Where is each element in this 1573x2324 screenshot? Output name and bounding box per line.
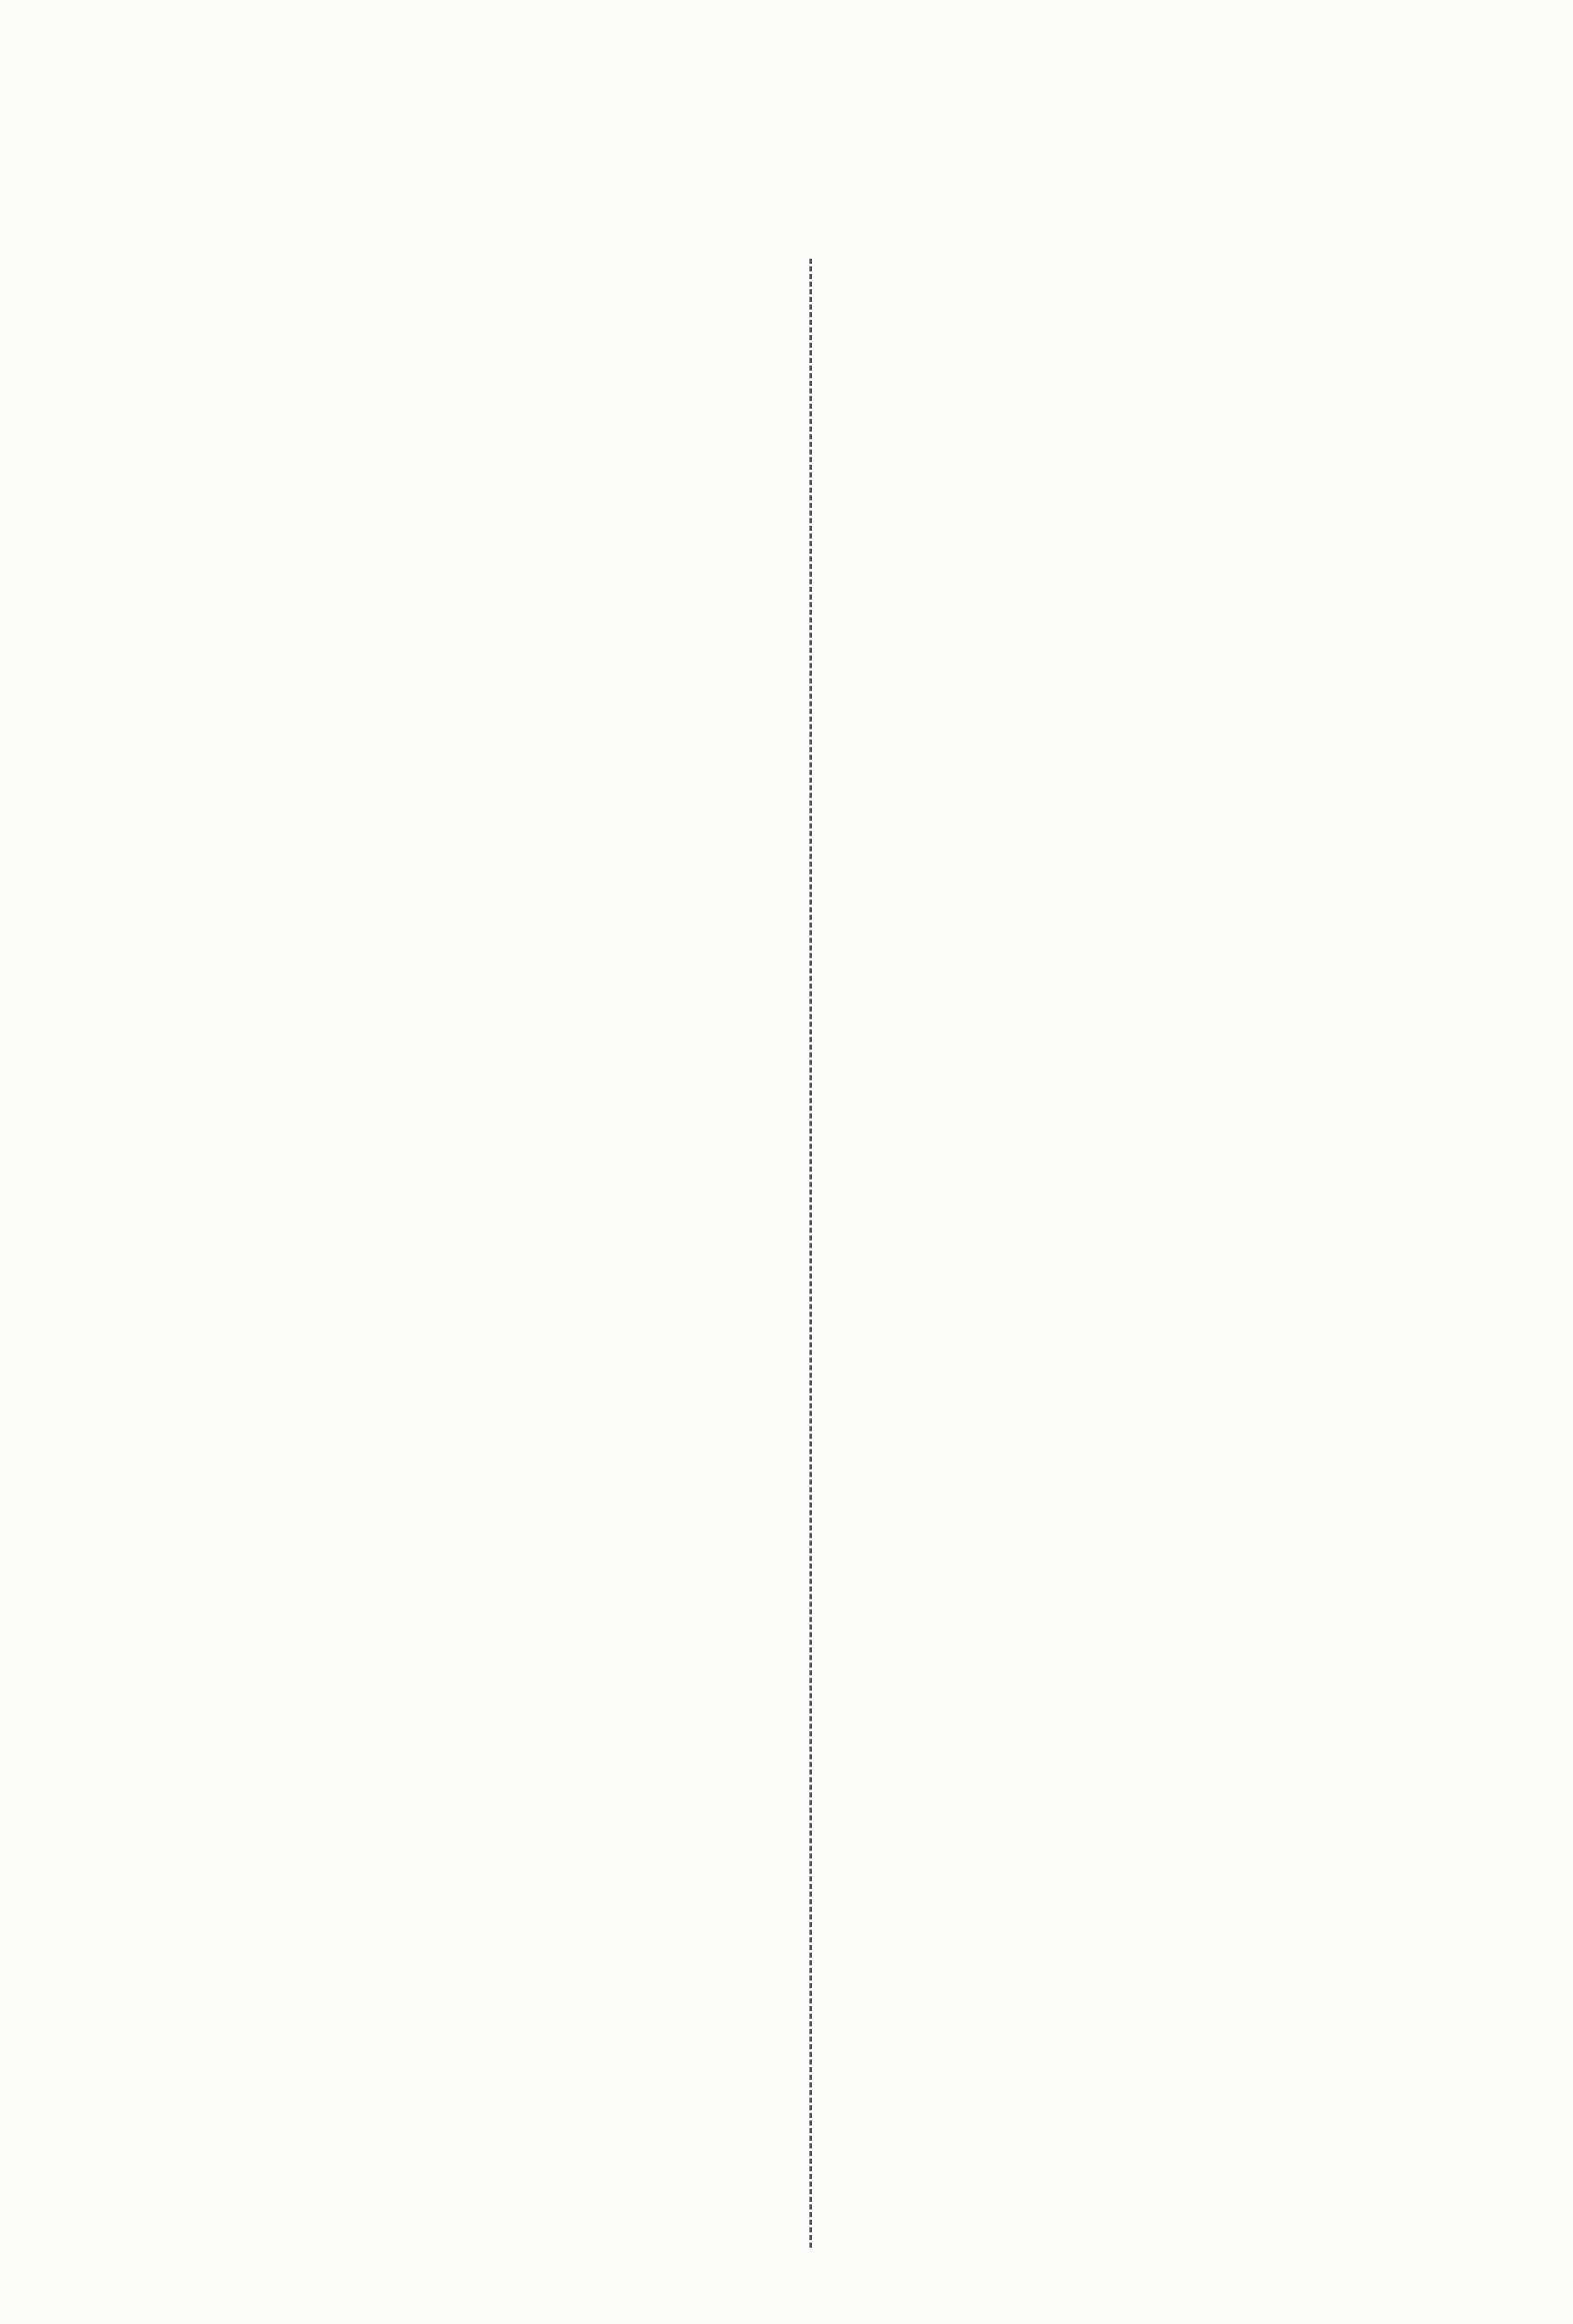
column-divider [809,259,812,2248]
